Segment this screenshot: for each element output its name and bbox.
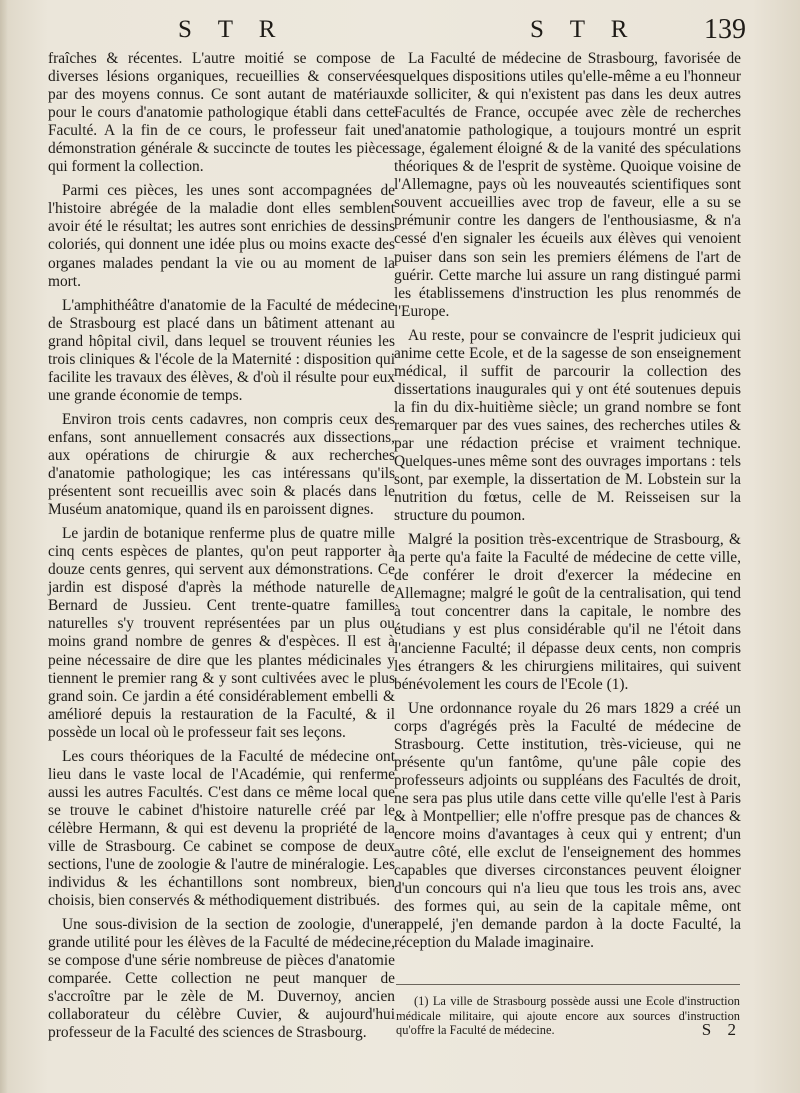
paragraph: Malgré la position très-excentrique de Strasbourg, & la perte qu'a faite la Faculté de médecine de cette ville, de conférer le droit d'exercer la médecine en Allemagne; malgré le goût de la centralisation, qui tend à tout concentrer dans la capitale, le nombre des étudians y est plus considérable qu'il ne l'étoit dans l'ancienne Faculté; il dépasse deux cents, non compris les étrangers & les chirurgiens militaires, qui suivent bénévolement les cours de l'Ecole (1).: [394, 531, 741, 693]
paragraph: Au reste, pour se convaincre de l'esprit judicieux qui anime cette Ecole, et de la sagesse de son enseignement médical, il suffit de parcourir la collection des dissertations inaugurales qui y ont été soutenues depuis la fin du dix-huitième siècle; un grand nombre se font remarquer par des vues saines, des recherches utiles & par une rédaction précise et vraiment technique. Quelques-unes même sont des ouvrages importans : tels sont, par exemple, la dissertation de M. Lobstein sur la nutrition du fœtus, celle de M. Reisseisen sur la structure du poumon.: [394, 326, 741, 525]
paragraph: Les cours théoriques de la Faculté de médecine ont lieu dans le vaste local de l'Académie, qui renferme aussi les autres Facultés. C'est dans ce même local que se trouve le cabinet d'histoire naturelle créé par le célèbre Hermann, & qui est devenu la propriété de la ville de Strasbourg. Ce cabinet se compose de deux sections, l'une de zoologie & l'autre de minéralogie. Les individus & les échantillons sont nombreux, bien choisis, bien conservés & méthodiquement distribués.: [48, 747, 395, 910]
page-gutter-shadow: [0, 0, 8, 1093]
paragraph: Une sous-division de la section de zoologie, d'une grande utilité pour les élèves de la Faculté de médecine, se compose d'une série nombreuse de pièces d'anatomie comparée. Cette collection ne peut manquer de s'accroître par le zèle de M. Duvernoy, ancien collaborateur du célèbre Cuvier, & aujourd'hui professeur de la Faculté des sciences de Strasbourg.: [48, 916, 395, 1042]
paragraph: Le jardin de botanique renferme plus de quatre mille cinq cents espèces de plantes, qu'on peut rapporter à douze cents genres, qui servent aux démonstrations. Ce jardin est disposé d'après la méthode naturelle de Bernard de Jussieu. Cent trente-quatre familles naturelles s'y trouvent représentées par un plus ou moins grand nombre de genres & d'espèces. Il est à peine nécessaire de dire que les plantes médicinales y tiennent le premier rang & y sont cultivées avec le plus grand soin. Ce jardin a été considérablement embelli & amélioré depuis la restauration de la Faculté, & il possède un local où le professeur fait ses leçons.: [48, 525, 395, 741]
paragraph: Une ordonnance royale du 26 mars 1829 a créé un corps d'agrégés près la Faculté de médecine de Strasbourg. Cette institution, très-vicieuse, qui ne présente qu'un fantôme, qu'une pâle copie des professeurs adjoints ou suppléans des Facultés de droit, ne sera pas plus utile dans cette ville qu'elle l'est à Paris & à Montpellier; elle n'offre presque pas de chances & encore moins d'avantages à ceux qui y entrent; d'un autre côté, elle exclut de l'enseignement des hommes capables que diverses circonstances peuvent éloigner d'un concours qui n'a lieu que tous les trois ans, avec des formes qui, au sein de la capitale même, ont rappelé, j'en demande pardon à la docte Faculté, la réception du Malade imaginaire.: [394, 699, 741, 952]
right-column: [394, 50, 741, 952]
footnote-text: (1) La ville de Strasbourg possède aussi une Ecole d'instruction médicale militaire, qui ajoute encore aux sources d'instruction qu'offre la Faculté de médecine.: [396, 994, 740, 1037]
signature-mark: S 2: [701, 1020, 742, 1039]
paragraph: L'amphithéâtre d'anatomie de la Faculté de médecine de Strasbourg est placé dans un bâtiment attenant au grand hôpital civil, dans lequel se trouvent réunies les trois cliniques & l'école de la Maternité : disposition qui facilite les travaux des élèves, & d'où il résulte pour eux une grande économie de temps.: [48, 296, 395, 404]
running-head-right: S T R: [530, 16, 638, 43]
footnote: [396, 994, 740, 1038]
paragraph: fraîches & récentes. L'autre moitié se compose de diverses lésions organiques, recueillies & conservées par des moyens connus. Ce sont autant de matériaux pour le cours d'anatomie pathologique établi dans cette Faculté. A la fin de ce cours, le professeur fait une démonstration générale & succincte de toutes les pièces qui forment la collection.: [48, 50, 395, 176]
paragraph: Parmi ces pièces, les unes sont accompagnées de l'histoire abrégée de la maladie dont elles semblent avoir été le résultat; les autres sont enrichies de dessins coloriés, qui donnent une idée plus ou moins exacte des organes malades pendant la vie ou au moment de la mort.: [48, 182, 395, 290]
footnote-rule: [396, 984, 740, 985]
paragraph: Environ trois cents cadavres, non compris ceux des enfans, sont annuellement consacrés aux dissections, aux opérations de chirurgie & aux recherches d'anatomie pathologique; les cas intéressans qu'ils présentent sont recueillis avec soin & placés dans le Muséum anatomique, quand ils en paroissent dignes.: [48, 410, 395, 519]
paragraph: La Faculté de médecine de Strasbourg, favorisée de quelques dispositions utiles qu'elle-même a eu l'honneur de solliciter, & qui n'existent pas dans les deux autres Facultés de France, occupée avec zèle de recherches d'anatomie pathologique, a toujours montré un esprit sage, également éloigné & de la vanité des spéculations théoriques & de l'esprit de système. Quoique voisine de l'Allemagne, pays où les nouveautés scientifiques sont souvent accueillies avec trop de faveur, elle a su se prémunir contre les dangers de l'enthousiasme, & n'a cessé d'en signaler les écueils aux élèves qui venoient puiser dans son sein les premiers élémens de l'art de guérir. Cette marche lui assure un rang distingué parmi les établissemens d'instruction les plus renommés de l'Europe.: [394, 50, 741, 320]
running-head-left: S T R: [178, 16, 286, 43]
page-number: 139: [704, 14, 746, 45]
left-column: [48, 50, 395, 1042]
